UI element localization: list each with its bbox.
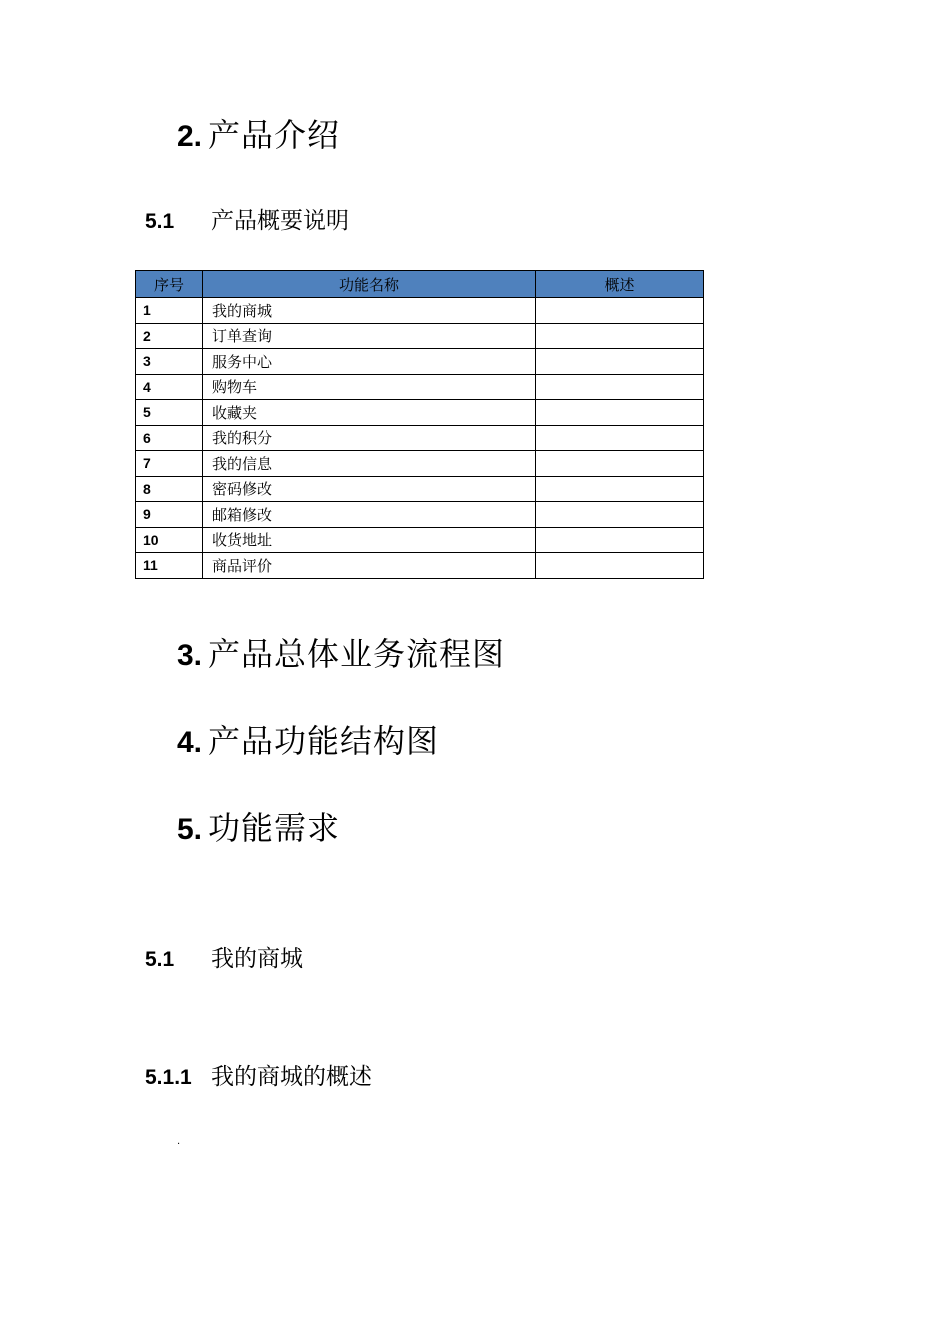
cell-desc [536, 425, 704, 451]
table-row [136, 527, 704, 553]
cell-desc [536, 349, 704, 375]
cell-name: 购物车 [203, 374, 536, 400]
header-cell-desc: 概述 [536, 271, 704, 298]
heading-title: 产品概要说明 [211, 208, 349, 234]
heading-title: 我的商城 [211, 946, 303, 972]
table-row [136, 476, 704, 502]
table-row [136, 553, 704, 579]
heading-section-5-1-1 [145, 1058, 372, 1091]
header-cell-name: 功能名称 [203, 271, 536, 298]
cell-desc [536, 553, 704, 579]
cell-name: 商品评价 [203, 553, 536, 579]
heading-section-4 [177, 716, 439, 762]
cell-name: 服务中心 [203, 349, 536, 375]
cell-no: 1 [136, 298, 203, 324]
table-row [136, 298, 704, 324]
heading-title: 我的商城的概述 [211, 1064, 372, 1090]
paragraph-mark: . [177, 1136, 181, 1147]
heading-number: 2. [177, 120, 203, 153]
function-table [135, 270, 704, 579]
heading-number: 5.1 [145, 210, 175, 233]
heading-section-3 [177, 629, 505, 675]
table-row [136, 323, 704, 349]
cell-desc [536, 451, 704, 477]
heading-title: 产品介绍 [208, 116, 341, 154]
cell-desc [536, 400, 704, 426]
cell-no: 3 [136, 349, 203, 375]
cell-name: 邮箱修改 [203, 502, 536, 528]
heading-number: 3. [177, 639, 203, 672]
cell-no: 9 [136, 502, 203, 528]
heading-section-2 [177, 110, 340, 156]
cell-desc [536, 502, 704, 528]
header-cell-no: 序号 [136, 271, 203, 298]
cell-no: 8 [136, 476, 203, 502]
table-row [136, 451, 704, 477]
heading-section-5 [177, 803, 340, 849]
heading-number: 5.1.1 [145, 1066, 192, 1089]
cell-no: 11 [136, 553, 203, 579]
cell-no: 10 [136, 527, 203, 553]
heading-number: 4. [177, 726, 203, 759]
table-row [136, 400, 704, 426]
cell-no: 7 [136, 451, 203, 477]
cell-name: 我的商城 [203, 298, 536, 324]
table-row [136, 374, 704, 400]
heading-section-5-1-mall [145, 940, 303, 973]
heading-title: 产品功能结构图 [208, 722, 440, 760]
table-header-row [136, 271, 704, 298]
cell-desc [536, 476, 704, 502]
heading-title: 产品总体业务流程图 [208, 635, 506, 673]
table-row [136, 349, 704, 375]
heading-number: 5.1 [145, 948, 175, 971]
heading-number: 5. [177, 813, 203, 846]
cell-name: 我的积分 [203, 425, 536, 451]
cell-name: 收藏夹 [203, 400, 536, 426]
cell-no: 4 [136, 374, 203, 400]
cell-desc [536, 374, 704, 400]
cell-desc [536, 298, 704, 324]
cell-desc [536, 323, 704, 349]
table-row [136, 425, 704, 451]
cell-name: 密码修改 [203, 476, 536, 502]
cell-desc [536, 527, 704, 553]
cell-name: 订单查询 [203, 323, 536, 349]
cell-name: 收货地址 [203, 527, 536, 553]
cell-no: 2 [136, 323, 203, 349]
cell-no: 6 [136, 425, 203, 451]
cell-no: 5 [136, 400, 203, 426]
heading-title: 功能需求 [208, 809, 341, 847]
table-row [136, 502, 704, 528]
heading-section-5-1-overview [145, 202, 349, 235]
cell-name: 我的信息 [203, 451, 536, 477]
